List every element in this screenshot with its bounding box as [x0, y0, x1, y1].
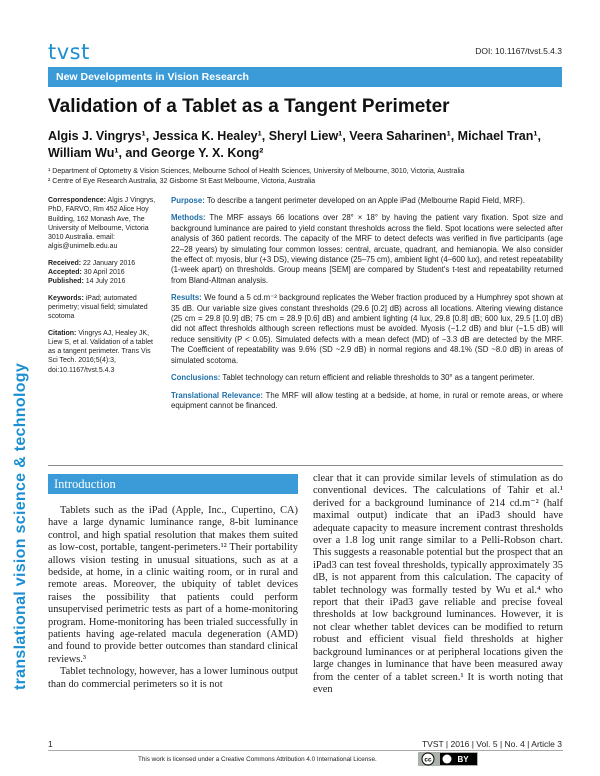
abstract-relevance: Translational Relevance: The MRF will allow testing at a bedside, at home, in rural or remote areas, or where equipment cannot be financed.: [171, 390, 563, 410]
vertical-journal-title: [8, 290, 32, 690]
section-label: New Developments in Vision Research: [56, 71, 249, 83]
abstract-results: Results: We found a 5 cd.m⁻² background replicates the Weber fraction produced by a Humphrey spot shown at 35 dB. Our variable size gives constant thresholds (29.6 [0.2] dB) across all locations. Altering viewing distance (25 cm = 29.8 [0.9] dB; 75 cm = 28.9 [0.6] dB) and ambient lighting (4 lux, 29.8 [0.8] dB; 600 lux, 29.5 [1.0] dB) did not affect thresholds although screen reflections must be avoided. Myosis (−1.2 dB) and blur (−1.5 dB) will reduce sensitivity (P < 0.05). Simulated defects with a mean defect (MD) of −3.3 dB are detected by the MRF. The Coefficient of repeatability was 9.6% (SD ~2.9 dB) in normal regions and 48.1% (SD ~8.0 dB) in areas of simulated scotoma.: [171, 293, 563, 365]
introduction-heading: [48, 474, 298, 494]
cc-by-badge[interactable]: [418, 752, 478, 766]
abstract-purpose: Purpose: To describe a tangent perimeter developed on an Apple iPad (Melbourne Rapid Field, MRF).: [171, 196, 525, 205]
authors-line-2: William Wu¹, and George Y. X. Kong²: [48, 146, 264, 160]
authors: [48, 128, 563, 162]
cc-by-icon: [418, 752, 478, 766]
body-column-left: [48, 505, 298, 691]
intro-paragraph-continued: clear that it can provide similar levels of stimulation as do conventional devices. The calculations of Tahir et al.¹ derived for a background luminance of 214 cd.m⁻² (half maximal output) indicate that an iPad3 should have adequate capacity to measure increment contrast thresholds over a 1.8 log unit range similar to a Pelli-Robson chart. This suggests a reasonable potential but the prospect that an iPad3 can test foveal thresholds, typically approximately 35 dB, is not apparent from this calculation. The capacity of tablet technology was formally tested by Wu et al.⁴ who report that their iPad3 gave reliable and precise foveal thresholds at low background luminances. However, it is not clear whether tablet devices can be modified to return robust and efficient visual field thresholds at higher background luminances or at peripheral locations given the large changes in luminance that have been measured away from the center of a tablet screen.¹ It is worth noting that even: [313, 473, 563, 695]
affiliation-2: ² Centre of Eye Research Australia, 32 Gisborne St East Melbourne, Victoria, Australia: [48, 178, 316, 185]
page-number: 1: [48, 739, 53, 749]
citation: Citation: Vingrys AJ, Healey JK, Liew S, et al. Validation of a tablet as a tangent perimeter. Trans Vis Sci Tech. 2016;5(4):3, doi:10.1167/tvst.5.4.3: [48, 329, 153, 374]
affiliations: [48, 167, 563, 187]
abstract: [171, 196, 563, 418]
introduction-heading-text: Introduction: [54, 477, 116, 491]
affiliation-1: ¹ Department of Optometry & Vision Sciences, Melbourne School of Health Sciences, University of Melbourne, 3010, Victoria, Australia: [48, 168, 465, 175]
section-banner: [48, 67, 562, 87]
vertical-journal-title-text: translational vision science & technology: [12, 362, 29, 690]
journal-logo: tvst: [48, 40, 90, 64]
footer-divider: [48, 750, 563, 751]
article-sidebar: [48, 196, 156, 382]
authors-line-1: Algis J. Vingrys¹, Jessica K. Healey¹, Sheryl Liew¹, Veera Saharinen¹, Michael Tran¹,: [48, 129, 542, 143]
dates: Received: 22 January 2016 Accepted: 30 April 2016 Published: 14 July 2016: [48, 259, 136, 286]
abstract-methods: Methods: The MRF assays 66 locations over 28° × 18° by having the patient vary fixation. Spot size and background luminance are paired to yield constant thresholds across the field. Spot locations were selected after analysis of 360 patient records. The capacity of the MRF to detect defects was verified in five participants (age 22–28 years) by simulating four common losses: central, arcuate, quadrant, and hemianopia. We also consider the effect of: myosis, blur (+3 DS), viewing distance (25–75 cm), ambient light (4–600 lux), and retest repeatability (1-week apart) on thresholds. Group means [SEM] are compared by Student's t-test and repeatability returned from Bland-Altman analysis.: [171, 213, 563, 285]
intro-paragraph-1: Tablets such as the iPad (Apple, Inc., Cupertino, CA) have a large dynamic luminance range, 8-bit luminance control, and high spatial resolution that makes them suited as low-cost, portable, tangent-perimeters.¹² Their portability allows vision testing in unusual situations, such as at a bedside, at home, in a clinic waiting room, or in rural and remote areas. Moreover, the ubiquity of tablet devices raises the possibility that patients could perform unsupervised perimetric tests as part of a home-monitoring program. Home-monitoring has been trialed successfully in patients having age-related macula degeneration (AMD) and found to provide better outcomes than standard clinical reviews.³: [48, 505, 298, 665]
body-column-right: [313, 473, 563, 696]
doi: DOI: 10.1167/tvst.5.4.3: [475, 46, 562, 56]
journal-citation-footer: TVST | 2016 | Vol. 5 | No. 4 | Article 3: [421, 739, 562, 749]
by-label: BY: [457, 755, 469, 764]
abstract-conclusions: Conclusions: Tablet technology can return efficient and reliable thresholds to 30° as a tangent perimeter.: [171, 373, 535, 383]
keywords: Keywords: iPad; automated perimetry; visual field; simulated scotoma: [48, 294, 148, 321]
license-text: This work is licensed under a Creative Commons Attribution 4.0 International License.: [138, 756, 377, 763]
section-divider: [48, 465, 563, 466]
cc-label: cc: [424, 756, 432, 764]
article-title: Validation of a Tablet as a Tangent Perimeter: [48, 96, 450, 117]
intro-paragraph-2: Tablet technology, however, has a lower luminous output than do commercial perimeters so it is not: [48, 666, 298, 690]
correspondence: Correspondence: Algis J Vingrys, PhD, FARVO, Rm 452 Alice Hoy Building, 162 Monash Ave, The University of Melbourne, Victoria 3010 Australia. email: algis@unimelb.edu.au: [48, 197, 156, 251]
